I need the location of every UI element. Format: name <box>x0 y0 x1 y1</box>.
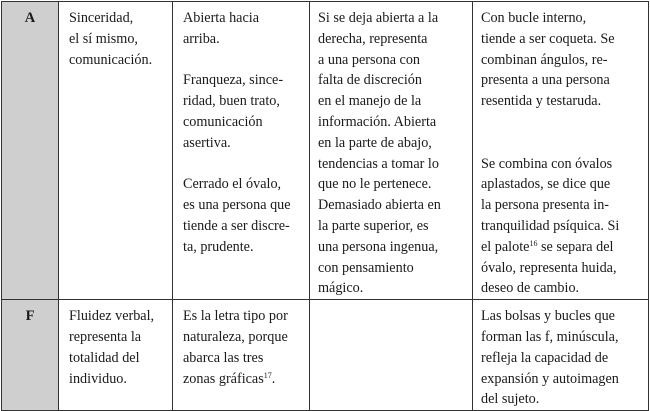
text-line-footnote <box>183 369 305 390</box>
variation-cell-f <box>310 300 473 411</box>
footnote-ref-16[interactable]: 16 <box>529 238 538 248</box>
text-line: ridad, buen trato, <box>183 93 280 110</box>
text-line: del sujeto. <box>481 391 540 408</box>
text-line: naturaleza, porque <box>183 328 288 345</box>
text-line: una persona ingenua, <box>318 238 439 255</box>
text-fragment: el palote <box>481 238 530 255</box>
footnote-ref-17[interactable]: 17 <box>263 370 272 380</box>
text-line: tiende a ser coqueta. Se <box>481 30 615 47</box>
variation-cell-a <box>310 2 473 300</box>
table-row-a <box>2 2 649 300</box>
text-line: tranquilidad psíquica. Si <box>481 217 620 234</box>
graphology-table <box>1 1 649 411</box>
text-line: Franqueza, since- <box>183 72 284 89</box>
form-cell-f <box>173 300 310 411</box>
meaning-cell-a <box>59 2 173 300</box>
text-line: tendencias a tomar lo <box>318 155 439 172</box>
combination-cell-a <box>473 2 649 300</box>
text-fragment: se separa del <box>537 238 614 255</box>
text-line: totalidad del <box>69 349 140 366</box>
text-line: comunicación <box>183 113 263 130</box>
text-line: individuo. <box>69 370 127 387</box>
text-line: ta, prudente. <box>183 238 254 255</box>
text-line: deseo de cambio. <box>481 280 580 297</box>
text-line: comunicación. <box>69 51 153 68</box>
form-cell-a <box>173 2 310 300</box>
text-line: en la parte de abajo, <box>318 134 432 151</box>
table-row-f <box>2 300 649 411</box>
text-line: mágico. <box>318 280 364 297</box>
text-line: la parte superior, es <box>318 217 429 234</box>
letter-cell-f <box>2 300 59 411</box>
text-line: combinan ángulos, re- <box>481 51 608 68</box>
text-line: forman las f, minúscula, <box>481 328 619 345</box>
text-line: Sinceridad, <box>69 10 134 26</box>
text-line: refleja la capacidad de <box>481 349 609 366</box>
letter-f: F <box>25 308 35 325</box>
text-line: Las bolsas y bucles que <box>481 308 615 325</box>
text-line: Demasiado abierta en <box>318 197 441 214</box>
text-line: expansión y autoimagen <box>481 370 619 387</box>
text-line: presenta a una persona <box>481 72 610 89</box>
text-line: en el manejo de la <box>318 93 422 110</box>
text-line: el sí mismo, <box>69 30 138 47</box>
text-line-footnote <box>481 237 644 258</box>
text-line: la persona presenta in- <box>481 197 610 214</box>
text-fragment: . <box>271 370 276 387</box>
letter-cell-a <box>2 2 59 300</box>
text-line: Fluidez verbal, <box>69 308 155 325</box>
text-line: resentida y testaruda. <box>481 93 602 110</box>
text-line: falta de discreción <box>318 72 422 89</box>
text-line: arriba. <box>183 30 220 47</box>
text-line: Con bucle interno, <box>481 10 587 26</box>
text-line: Se combina con óvalos <box>481 155 613 172</box>
letter-a: A <box>24 10 36 26</box>
text-line: con pensamiento <box>318 259 414 276</box>
text-line: información. Abierta <box>318 113 437 130</box>
text-line: a una persona con <box>318 51 421 68</box>
text-line: Cerrado el óvalo, <box>183 176 282 193</box>
text-line: aplastados, se dice que <box>481 176 611 193</box>
text-line: Si se deja abierta a la <box>318 10 439 26</box>
meaning-cell-f <box>59 300 173 411</box>
text-line: asertiva. <box>183 134 231 151</box>
text-line: Abierta hacia <box>183 10 260 26</box>
text-line: que no le pertenece. <box>318 176 432 193</box>
text-line: representa la <box>69 328 142 345</box>
combination-cell-f <box>473 300 649 411</box>
text-line: derecha, representa <box>318 30 428 47</box>
text-line: óvalo, representa huida, <box>481 259 617 276</box>
text-line: tiende a ser discre- <box>183 217 290 234</box>
text-line: Es la letra tipo por <box>183 308 288 325</box>
text-line: abarca las tres <box>183 349 264 366</box>
text-fragment: zonas gráficas <box>183 370 264 387</box>
text-line: es una persona que <box>183 197 291 214</box>
